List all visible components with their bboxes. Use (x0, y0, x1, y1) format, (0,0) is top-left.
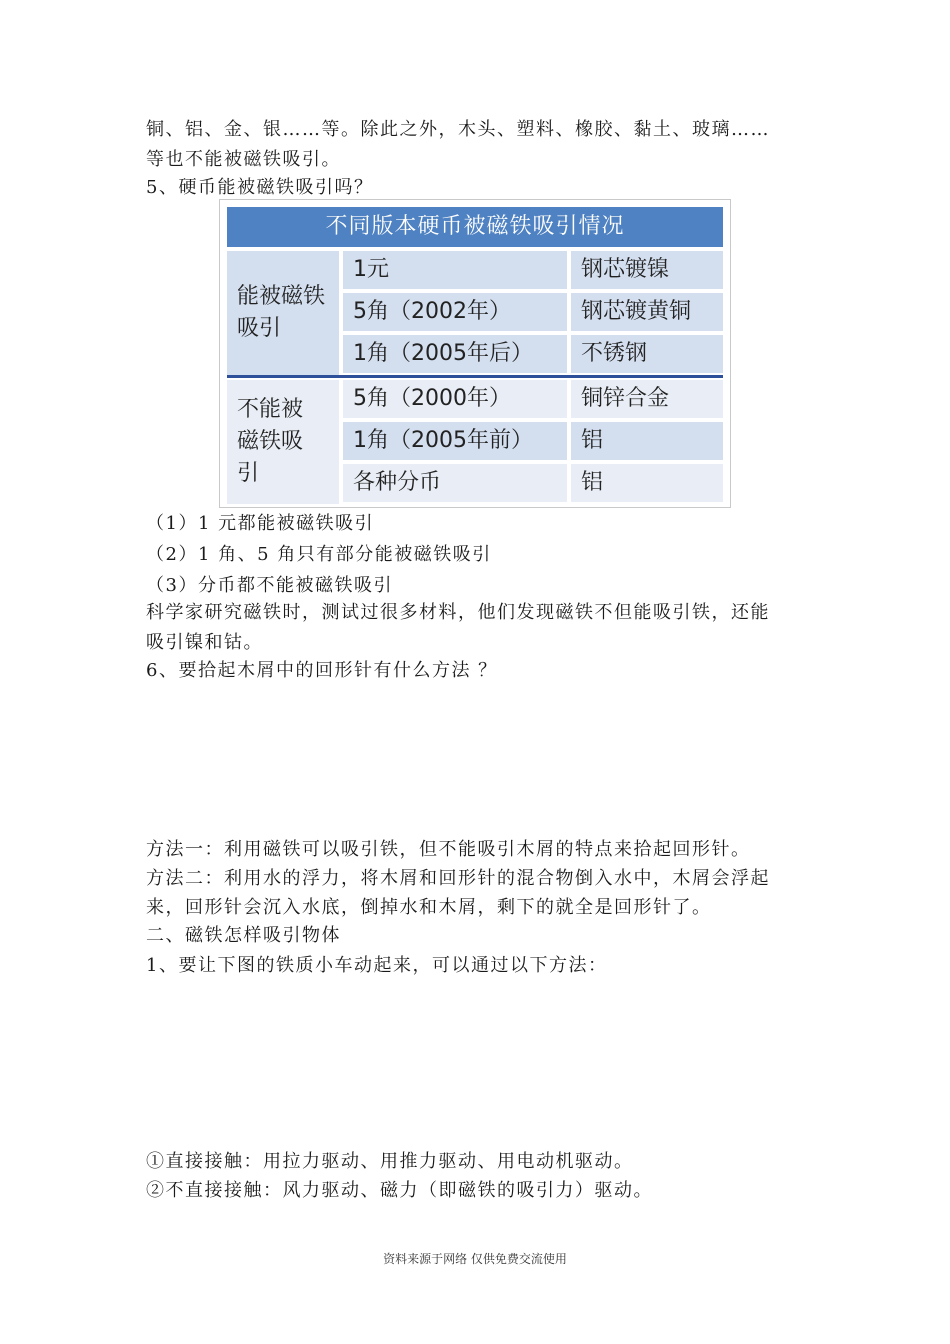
text-line: ①直接接触：用拉力驱动、用推力驱动、用电动机驱动。 (146, 1151, 634, 1172)
coin-cell: 1元 (343, 251, 567, 289)
section-heading: 二、磁铁怎样吸引物体 (146, 925, 341, 946)
material-cell: 铜锌合金 (571, 380, 723, 418)
text-line: 吸引镍和钴。 (146, 632, 263, 653)
question-heading: 5、硬币能被磁铁吸引吗？ (146, 177, 374, 198)
coin-cell: 1角（2005年后） (343, 335, 567, 373)
group-not-attracted: 不能被磁铁吸引 (227, 380, 339, 504)
text-line: 等也不能被磁铁吸引。 (146, 149, 341, 170)
table-divider (227, 375, 723, 378)
material-cell: 铝 (571, 464, 723, 502)
coin-cell: 1角（2005年前） (343, 422, 567, 460)
table-title: 不同版本硬币被磁铁吸引情况 (227, 207, 723, 247)
material-cell: 铝 (571, 422, 723, 460)
text-line: 来，回形针会沉入水底，倒掉水和木屑，剩下的就全是回形针了。 (146, 897, 712, 918)
text-line: ②不直接接触：风力驱动、磁力（即磁铁的吸引力）驱动。 (146, 1180, 653, 1201)
text-line: 科学家研究磁铁时，测试过很多材料，他们发现磁铁不但能吸引铁，还能 (146, 602, 770, 623)
question-heading: 1、要让下图的铁质小车动起来，可以通过以下方法： (146, 955, 608, 976)
material-cell: 钢芯镀黄铜 (571, 293, 723, 331)
material-cell: 不锈钢 (571, 335, 723, 373)
page-footer: 资料来源于网络 仅供免费交流使用 (383, 1252, 567, 1266)
coin-cell: 5角（2002年） (343, 293, 567, 331)
text-line: 方法一：利用磁铁可以吸引铁，但不能吸引木屑的特点来拾起回形针。 (146, 839, 751, 860)
coin-table (219, 199, 731, 508)
text-line: （3）分币都不能被磁铁吸引 (146, 575, 393, 596)
question-heading: 6、要拾起木屑中的回形针有什么方法 ？ (146, 660, 498, 681)
text-line: （2）1 角、5 角只有部分能被磁铁吸引 (146, 544, 492, 565)
material-cell: 钢芯镀镍 (571, 251, 723, 289)
group-attracted: 能被磁铁吸引 (227, 251, 339, 375)
coin-cell: 5角（2000年） (343, 380, 567, 418)
text-line: （1）1 元都能被磁铁吸引 (146, 513, 375, 534)
coin-cell: 各种分币 (343, 464, 567, 502)
text-line: 方法二：利用水的浮力，将木屑和回形针的混合物倒入水中，木屑会浮起 (146, 868, 770, 889)
text-line: 铜、铝、金、银……等。除此之外，木头、塑料、橡胶、黏土、玻璃…… (146, 119, 770, 140)
